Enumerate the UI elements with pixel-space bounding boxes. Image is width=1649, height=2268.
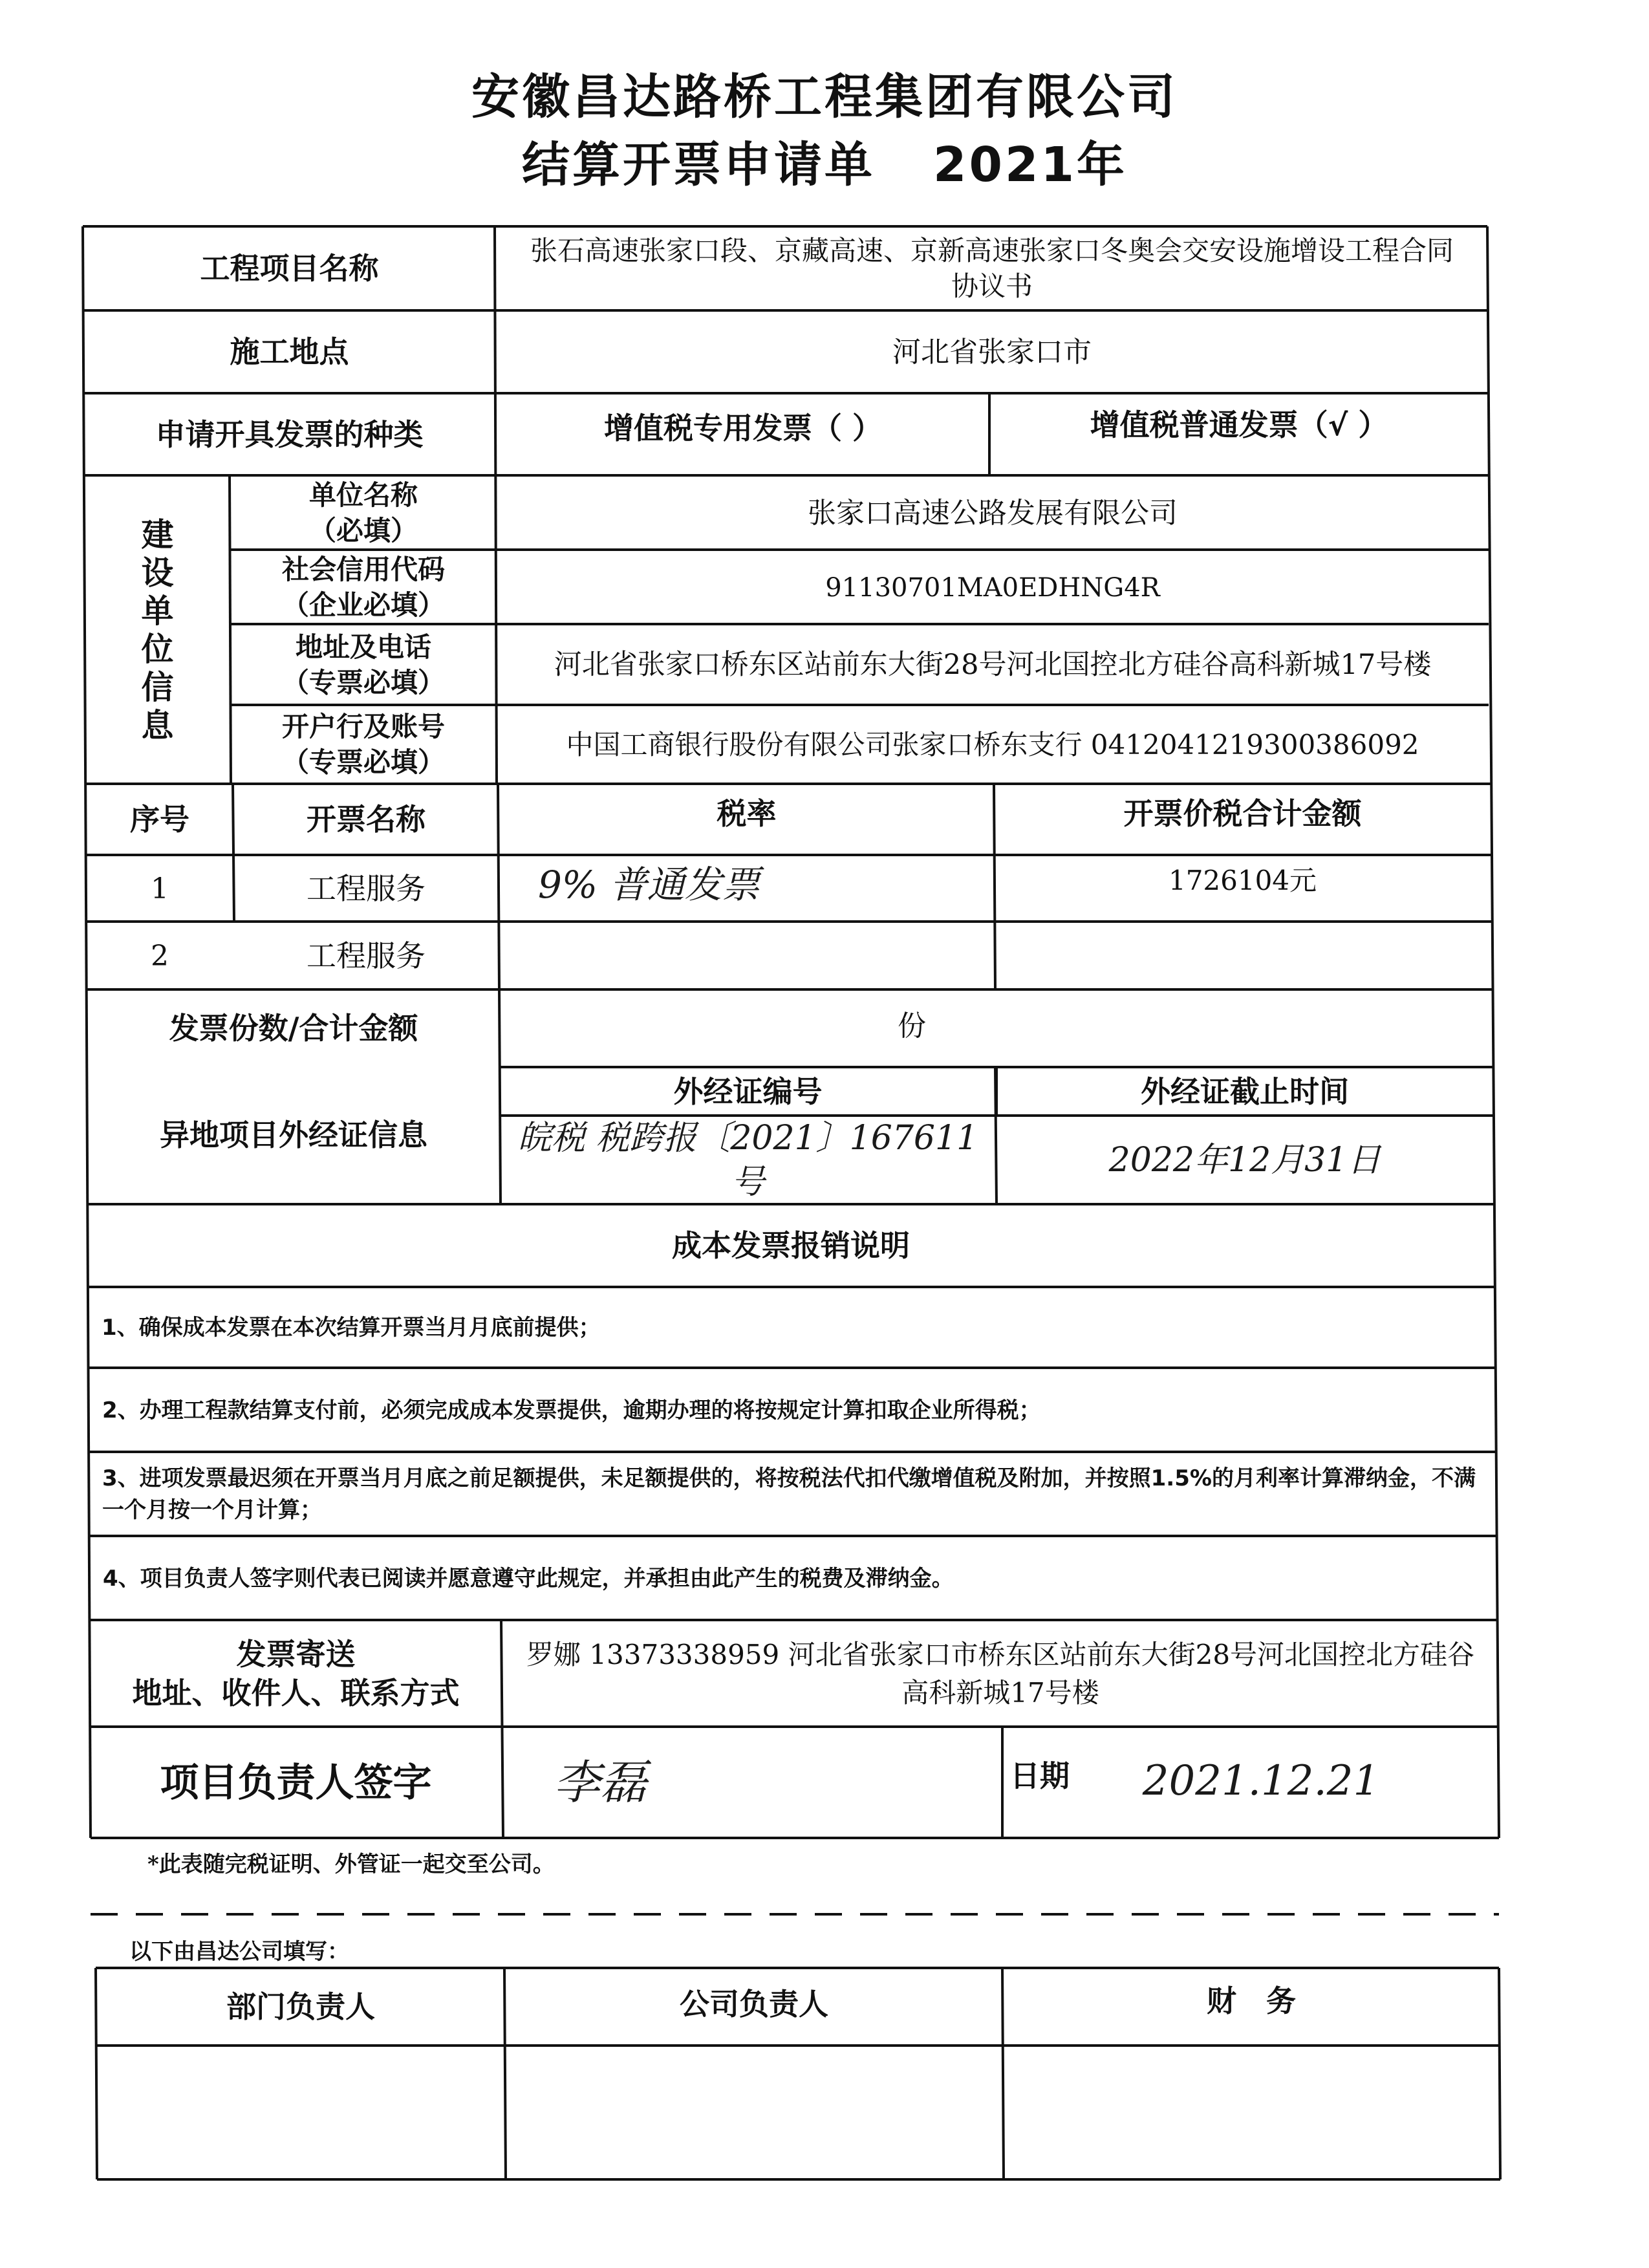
mailing-value: 罗娜 13373338959 河北省张家口市桥东区站前东大街28号河北国控北方硅谷高科新城17号楼 [526, 1638, 1475, 1709]
invoice-type-normal[interactable]: 增值税普通发票（√ ） [1090, 407, 1388, 442]
mailing-label: 发票寄送 地址、收件人、联系方式 [132, 1636, 460, 1711]
item-row-2-no: 2 [151, 939, 169, 973]
item-row-1-rate: 9% 普通发票 [538, 862, 760, 907]
total-label: 发票份数/合计金额 [169, 1011, 418, 1046]
invoice-type-label: 申请开具发票的种类 [155, 416, 424, 452]
invoice-type-special[interactable]: 增值税专用发票（ ） [603, 410, 882, 446]
builder-group-char: 设 [141, 554, 174, 592]
project-name-value: 张石高速张家口段、京藏高速、京新高速张家口冬奥会交安设施增设工程合同协议书 [530, 235, 1454, 302]
cost-invoice-rule-3: 3、进项发票最迟须在开票当月月底之前足额提供，未足额提供的，将按税法代扣代缴增值税及附加，并按照1.5%的月利率计算滞纳金，不满一个月按一个月计算； [102, 1465, 1476, 1523]
item-row-1-no: 1 [151, 872, 169, 905]
item-row-2-name: 工程服务 [307, 938, 426, 973]
item-row-1-name: 工程服务 [307, 870, 426, 906]
company-section-intro: 以下由昌达公司填写： [129, 1939, 349, 1965]
signature-signer: 李磊 [553, 1755, 647, 1810]
address-value: 河北省张家口桥东区站前东大街28号河北国控北方硅谷高科新城17号楼 [554, 648, 1432, 681]
site-label: 施工地点 [230, 334, 349, 370]
signature-date-value: 2021.12.21 [1142, 1757, 1380, 1806]
credit-code-label: 社会信用代码 （企业必填） [281, 553, 445, 621]
builder-group-char: 建 [141, 515, 174, 554]
site-value: 河北省张家口市 [892, 336, 1092, 369]
company-head-signature-area[interactable] [506, 2047, 1002, 2179]
finance-header: 财 务 [1207, 1983, 1296, 2019]
company-title: 安徽昌达路桥工程集团有限公司 [471, 69, 1178, 125]
external-cert-label: 异地项目外经证信息 [160, 1118, 427, 1153]
project-name-label: 工程项目名称 [200, 251, 379, 286]
bank-label: 开户行及账号 （专票必填） [281, 711, 445, 778]
signature-label: 项目负责人签字 [160, 1760, 432, 1806]
form-year: 2021年 [933, 137, 1127, 193]
footnote: *此表随完税证明、外管证一起交至公司。 [147, 1852, 555, 1877]
external-cert-number-value: 皖税 税跨报〔2021〕167611号 [517, 1118, 978, 1202]
cost-invoice-rule-1: 1、确保成本发票在本次结算开票当月月底前提供； [102, 1315, 601, 1341]
form-title-text: 结算开票申请单 [522, 137, 876, 193]
external-cert-expiry-value: 2022年12月31日 [1108, 1140, 1381, 1180]
builder-group-char: 息 [141, 706, 174, 744]
external-cert-number-label: 外经证编号 [673, 1074, 823, 1109]
builder-group-char: 信 [141, 668, 174, 706]
builder-group-char: 位 [141, 630, 174, 668]
unit-name-label: 单位名称 （必填） [308, 479, 418, 546]
builder-group-char: 单 [141, 592, 174, 630]
item-row-2-amount [995, 923, 1490, 989]
items-header-no: 序号 [130, 802, 189, 837]
items-header-rate: 税率 [717, 796, 777, 832]
finance-signature-area[interactable] [1004, 2047, 1499, 2179]
item-row-1-amount: 1726104元 [1168, 865, 1317, 897]
item-row-2-rate [499, 923, 994, 989]
dept-head-header: 部门负责人 [226, 1989, 375, 2025]
company-head-header: 公司负责人 [680, 1987, 828, 2022]
cost-invoice-rule-4: 4、项目负责人签字则代表已阅读并愿意遵守此规定，并承担由此产生的税费及滞纳金。 [103, 1565, 954, 1592]
items-header-amount: 开票价税合计金额 [1123, 796, 1362, 832]
address-label: 地址及电话 （专票必填） [281, 631, 445, 698]
builder-group-label [85, 477, 230, 784]
signature-date-label: 日期 [1010, 1758, 1070, 1794]
external-cert-expiry-label: 外经证截止时间 [1141, 1074, 1349, 1109]
cost-invoice-title: 成本发票报销说明 [672, 1228, 910, 1264]
dept-head-signature-area[interactable] [97, 2047, 504, 2179]
items-header-name: 开票名称 [307, 802, 426, 837]
cost-invoice-rule-2: 2、办理工程款结算支付前，必须完成成本发票提供，逾期办理的将按规定计算扣取企业所得税； [102, 1397, 1041, 1423]
total-unit: 份 [898, 1010, 926, 1043]
unit-name-value: 张家口高速公路发展有限公司 [808, 496, 1178, 530]
bank-value: 中国工商银行股份有限公司张家口桥东支行 0412041219300386092 [566, 728, 1419, 761]
credit-code-value: 91130701MA0EDHNG4R [825, 572, 1160, 603]
